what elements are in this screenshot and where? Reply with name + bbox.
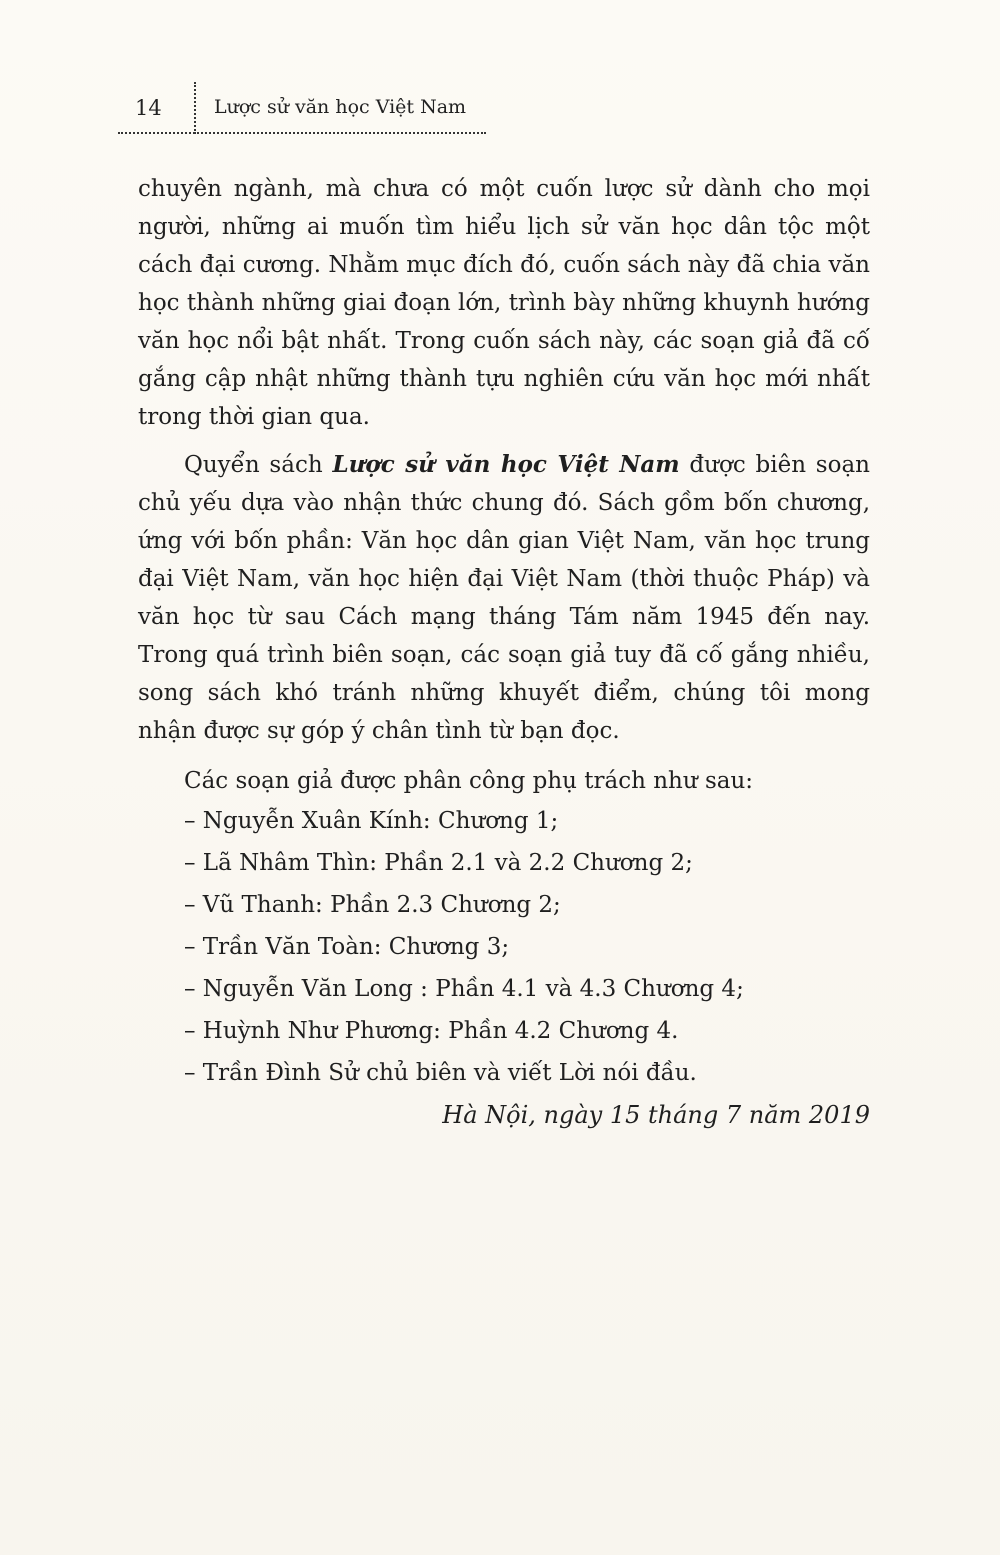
header-rule <box>118 132 486 134</box>
author-item: – Lã Nhâm Thìn: Phần 2.1 và 2.2 Chương 2; <box>184 850 693 876</box>
paragraph-1: chuyên ngành, mà chưa có một cuốn lược sử dành cho mọi người, những ai muốn tìm hiểu lịch sử văn học dân tộc một cách đại cương. Nhằm mục đích đó, cuốn sách này đã chia văn học thành những giai đoạn lớn, trình bày những khuynh hướng văn học nổi bật nhất. Trong cuốn sách này, các soạn giả đã cố gắng cập nhật những thành tựu nghiên cứu văn học mới nhất trong thời gian qua. <box>138 176 870 430</box>
author-item: – Trần Văn Toàn: Chương 3; <box>184 934 510 960</box>
dateline: Hà Nội, ngày 15 tháng 7 năm 2019 <box>442 1101 870 1129</box>
author-item: – Trần Đình Sử chủ biên và viết Lời nói đầu. <box>184 1060 697 1086</box>
paragraph-2-rest: được biên soạn chủ yếu dựa vào nhận thức chung đó. Sách gồm bốn chương, ứng với bốn phần: Văn học dân gian Việt Nam, văn học trung đại Việt Nam, văn học hiện đại Việt Nam (thời thuộc Pháp) và văn học từ sau Cách mạng tháng Tám năm 1945 đến nay. Trong quá trình biên soạn, các soạn giả tuy đã cố gắng nhiều, song sách khó tránh những khuyết điểm, chúng tôi mong nhận được sự góp ý chân tình từ bạn đọc. <box>138 452 870 744</box>
author-item: – Huỳnh Như Phương: Phần 4.2 Chương 4. <box>184 1018 679 1044</box>
page-number: 14 <box>135 96 162 120</box>
header-separator <box>194 82 196 134</box>
paragraph-2-lead: Quyển sách <box>184 452 333 478</box>
body-text <box>138 170 870 1136</box>
paragraph-3: Các soạn giả được phân công phụ trách như sau: <box>184 768 754 794</box>
author-item: – Nguyễn Xuân Kính: Chương 1; <box>184 808 559 834</box>
running-header <box>118 82 488 138</box>
book-title: Lược sử văn học Việt Nam <box>332 451 680 478</box>
author-list <box>138 800 870 1094</box>
running-title: Lược sử văn học Việt Nam <box>214 96 467 118</box>
paragraph-2 <box>138 446 870 750</box>
author-item: – Vũ Thanh: Phần 2.3 Chương 2; <box>184 892 561 918</box>
author-item: – Nguyễn Văn Long : Phần 4.1 và 4.3 Chương 4; <box>184 976 744 1002</box>
